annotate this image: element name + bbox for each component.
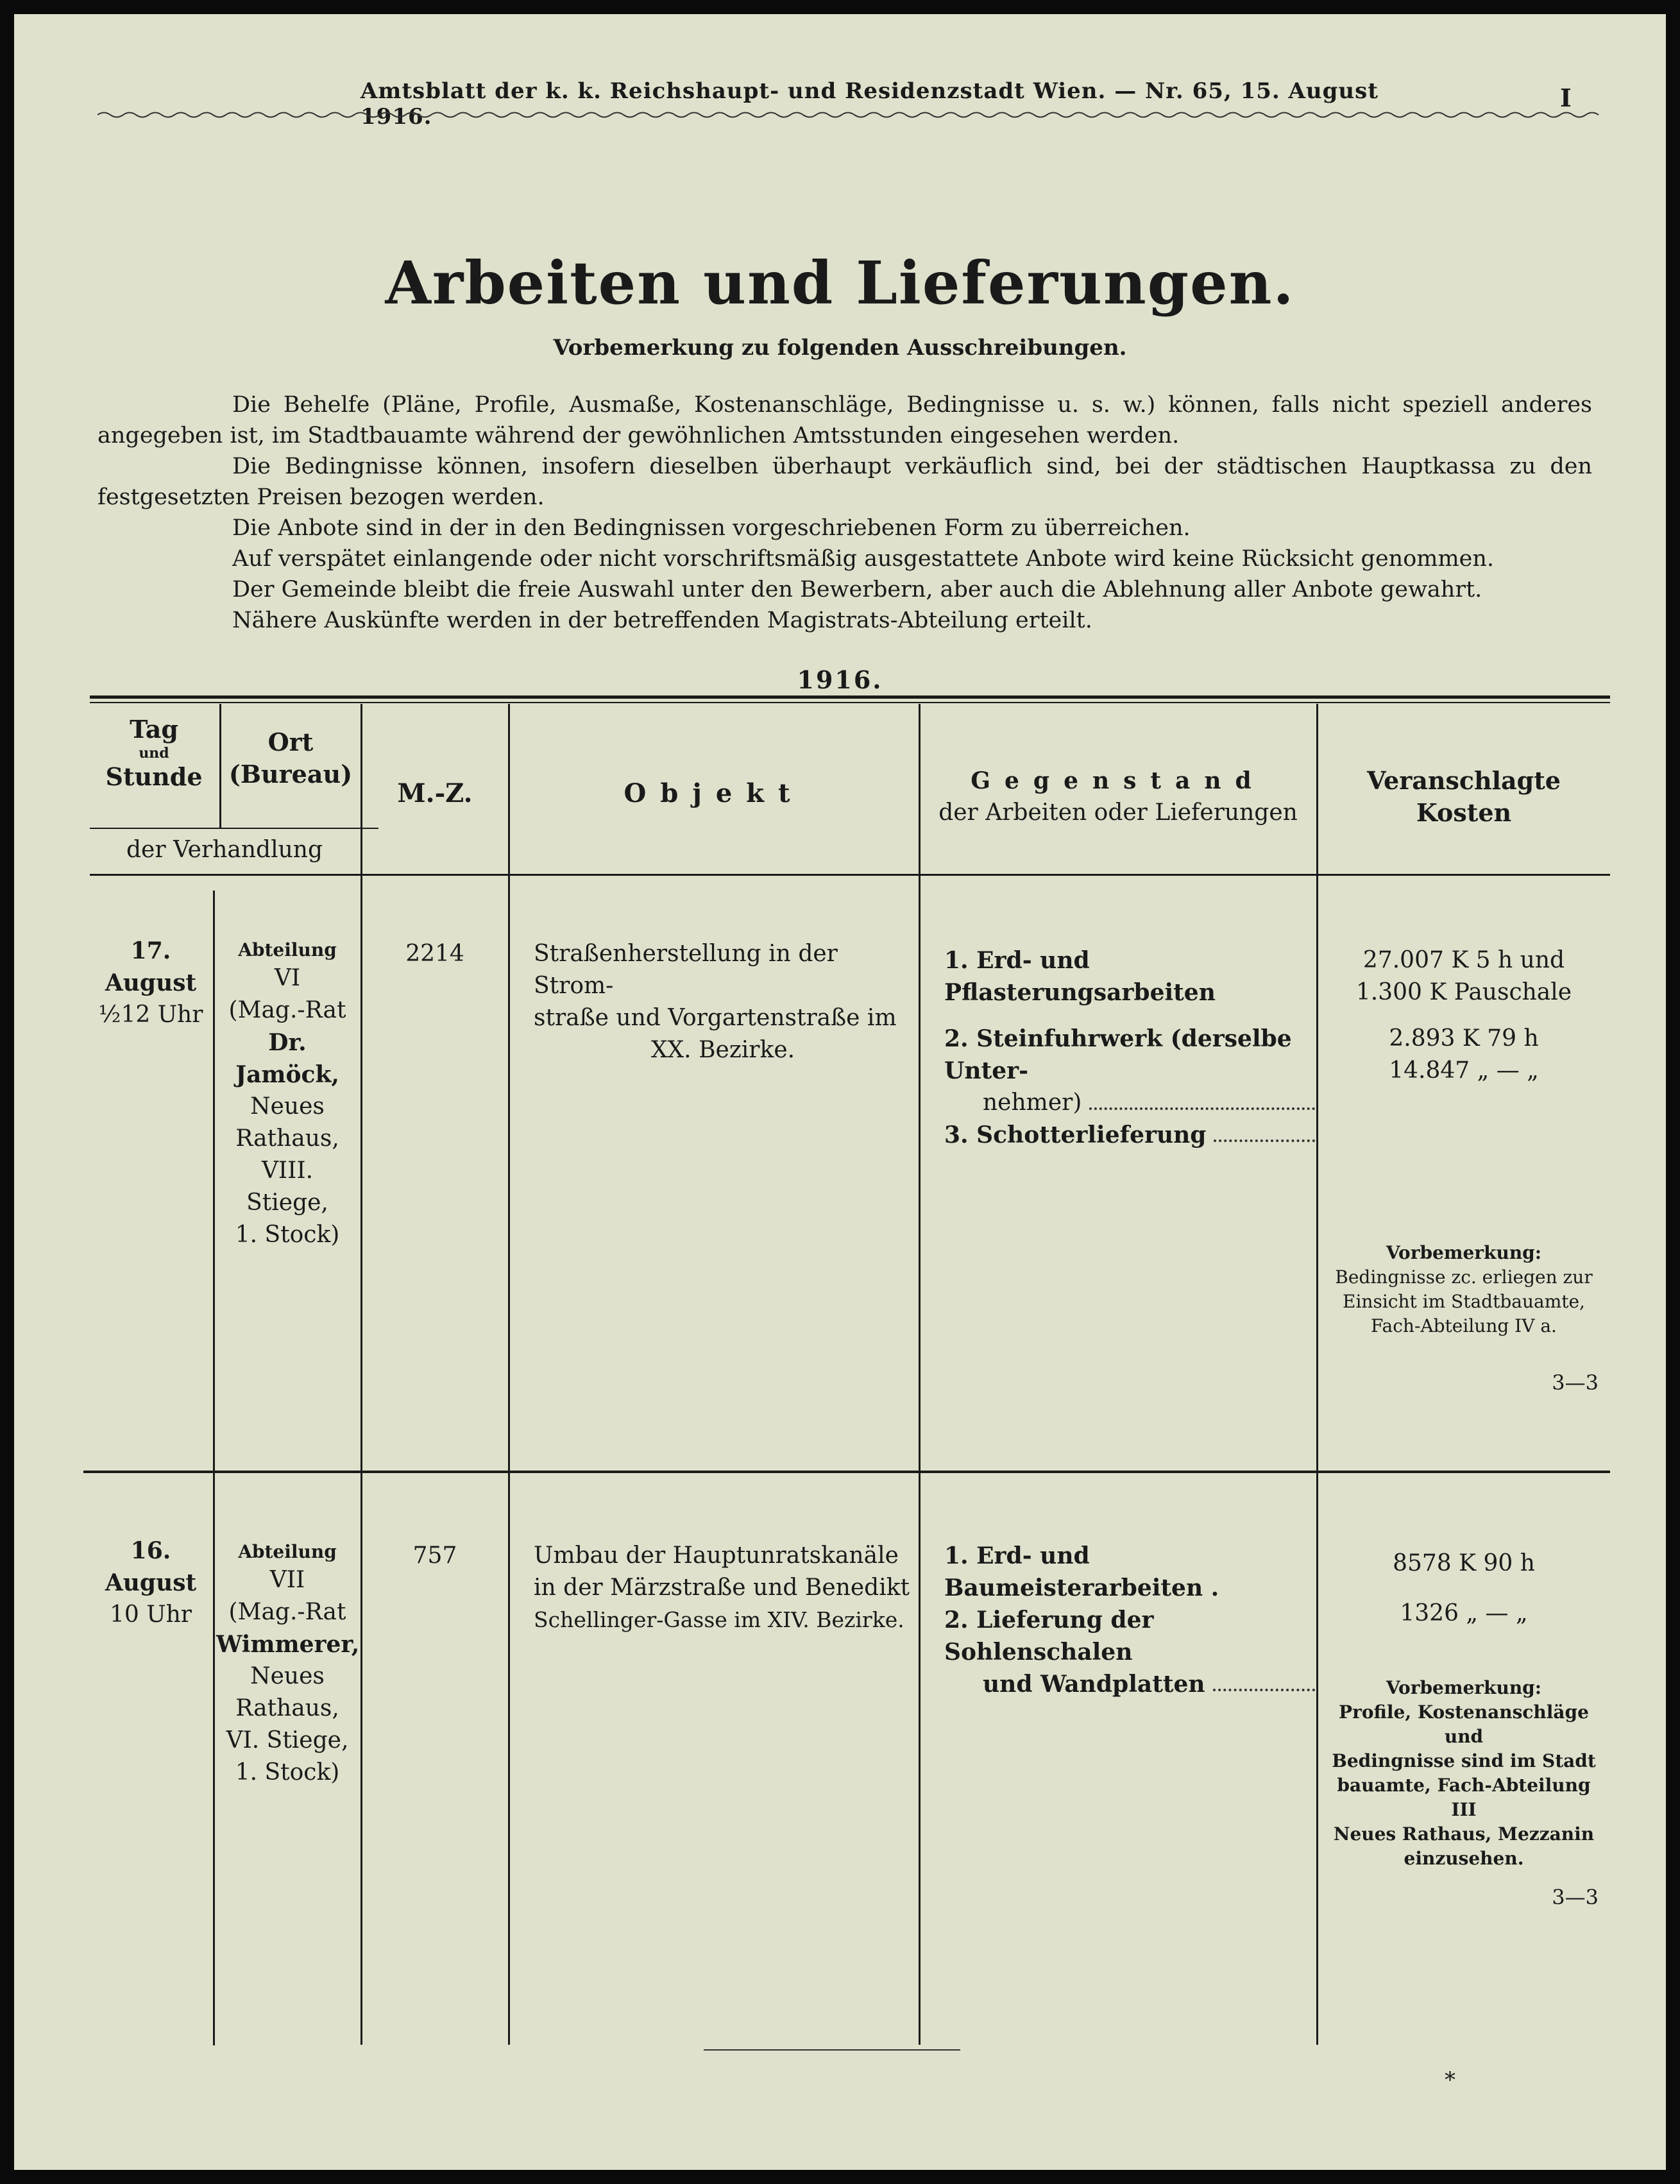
header-kosten-line: Veranschlagte: [1367, 766, 1561, 795]
ort-line: VIII.: [261, 1157, 314, 1184]
ort-line: VI: [274, 965, 301, 991]
date-text: 16. August: [105, 1537, 197, 1596]
item-line: 1. Erd- und Baumeisterarbeiten .: [944, 1542, 1219, 1601]
ort-line: Abteilung: [238, 939, 337, 960]
preface-paragraph: Der Gemeinde bleibt die freie Auswahl unter den Bewerbern, aber auch die Ablehnung aller Anbote gewahrt.: [232, 577, 1482, 602]
note-line: Bedingnisse zc. erliegen zur: [1335, 1267, 1593, 1288]
ort-line: Wimmerer,: [216, 1631, 360, 1658]
preface-paragraph: Auf verspätet einlangende oder nicht vorschriftsmäßig ausgestattete Anbote wird keine Rücksicht genommen.: [232, 546, 1495, 572]
header-ort-line: (Bureau): [228, 760, 353, 789]
footer-rule: [704, 2049, 960, 2051]
col-divider: [361, 704, 362, 2045]
running-header: Amtsblatt der k. k. Reichshaupt- und Residenzstadt Wien. — Nr. 65, 15. August 1916.: [361, 78, 1379, 130]
ort-line: VII: [269, 1567, 305, 1593]
header-verhandlung: der Verhandlung: [126, 837, 323, 863]
header-ort: [223, 726, 359, 790]
ort-line: Dr. Jamöck,: [235, 1029, 339, 1088]
cost-line: 8578 K 90 h: [1393, 1550, 1535, 1576]
cost-line: 2.893 K 79 h: [1389, 1025, 1539, 1052]
note-line: Fach-Abteilung IV a.: [1371, 1315, 1557, 1336]
row-costs: [1323, 944, 1605, 1087]
ort-line: 1. Stock): [235, 1759, 340, 1786]
row-mz: 2214: [405, 941, 464, 967]
ort-line: 1. Stock): [235, 1222, 340, 1248]
row-divider: [83, 1471, 1610, 1473]
ort-line: Abteilung: [238, 1541, 337, 1562]
preface-paragraph: Nähere Auskünfte werden in der betreffenden Magistrats-Abteilung erteilt.: [232, 608, 1092, 633]
cost-line: 1.300 K Pauschale: [1355, 979, 1572, 1005]
cost-line: 27.007 K 5 h und: [1362, 947, 1565, 973]
date-text: 17. August: [105, 937, 197, 996]
objekt-line: Umbau der Hauptunratskanäle: [534, 1542, 899, 1569]
objekt-line: Schellinger-Gasse im XIV. Bezirke.: [534, 1607, 904, 1632]
preface-paragraph: Die Anbote sind in der in den Bedingnissen vorgeschriebenen Form zu überreichen.: [232, 515, 1191, 541]
page-number: I: [1560, 83, 1572, 112]
table-top-rule: [90, 695, 1610, 699]
ort-line: Stiege,: [246, 1190, 328, 1216]
ort-line: (Mag.-Rat: [228, 1599, 346, 1625]
asterisk-mark: *: [1445, 2067, 1455, 2093]
col-divider: [213, 891, 215, 2045]
row-note: [1323, 1241, 1605, 1338]
row-ref: 3—3: [1552, 1370, 1599, 1395]
objekt-line: XX. Bezirke.: [650, 1037, 795, 1063]
row-ref: 3—3: [1552, 1885, 1599, 1909]
item-line: und Wandplatten: [944, 1668, 1323, 1700]
item-line: 3. Schotterlieferung: [944, 1119, 1323, 1151]
row-date: [90, 1535, 212, 1631]
header-mz: M.-Z.: [397, 778, 473, 808]
note-line: Profile, Kostenanschläge und: [1339, 1702, 1589, 1747]
row-items: [944, 1540, 1323, 1700]
objekt-line: in der Märzstraße und Benedikt: [534, 1574, 910, 1601]
header-sub-rule: [90, 828, 378, 829]
newspaper-page: [14, 14, 1666, 2170]
row-mz: 757: [412, 1542, 457, 1569]
objekt-line: straße und Vorgartenstraße im: [534, 1005, 897, 1031]
cost-line: 1326 „ — „: [1400, 1600, 1528, 1626]
note-line: einzusehen.: [1404, 1848, 1524, 1869]
year-label: 1916.: [797, 665, 883, 694]
item-line: 1. Erd- und Pflasterungsarbeiten: [944, 947, 1216, 1006]
ort-line: Rathaus,: [235, 1695, 339, 1721]
preface-paragraph: Die Behelfe (Pläne, Profile, Ausmaße, Kostenanschläge, Bedingnisse u. s. w.) können, falls nicht speziell anderes angegeben ist, im Stadtbauamte während der gewöhnlichen Amtsstunden eingesehen werden.: [98, 392, 1592, 448]
item-line: 2. Steinfuhrwerk (derselbe Unter-: [944, 1025, 1292, 1084]
row-items: [944, 944, 1323, 1151]
header-tag-line: Stunde: [105, 762, 203, 791]
header-gegenstand-line: der Arbeiten oder Lieferungen: [938, 799, 1298, 826]
note-line: Einsicht im Stadtbauamte,: [1343, 1291, 1585, 1312]
col-divider: [1316, 704, 1318, 2045]
header-tag-line: Tag: [130, 715, 178, 744]
ort-line: Neues: [250, 1663, 325, 1689]
preface-paragraph: Die Bedingnisse können, insofern dieselben überhaupt verkäuflich sind, bei der städtischen Hauptkassa zu den festgesetzten Preisen bezogen werden.: [98, 454, 1592, 510]
col-divider: [219, 704, 221, 829]
col-divider: [508, 704, 510, 2045]
col-divider: [919, 704, 921, 2045]
objekt-line: Straßenherstellung in der Strom-: [534, 941, 838, 999]
note-line: Bedingnisse sind im Stadt: [1332, 1750, 1596, 1771]
header-objekt: Objekt: [624, 778, 804, 808]
row-ort: [216, 1540, 359, 1789]
header-tag-line: und: [139, 745, 169, 762]
row-note: [1323, 1676, 1605, 1871]
header-rule: [98, 110, 1605, 119]
ort-line: Rathaus,: [235, 1125, 339, 1152]
header-ort-line: Ort: [267, 728, 314, 756]
ort-line: VI. Stiege,: [226, 1727, 349, 1753]
row-date: [90, 935, 212, 1031]
item-line: 2. Lieferung der Sohlenschalen: [944, 1607, 1154, 1666]
preface-text: [98, 389, 1592, 636]
note-line: bauamte, Fach-Abteilung III: [1337, 1775, 1591, 1820]
time-text: ½12 Uhr: [98, 1002, 203, 1028]
item-line: nehmer): [944, 1087, 1323, 1119]
ort-line: Neues: [250, 1093, 325, 1120]
page-title: Arbeiten und Lieferungen.: [385, 248, 1295, 318]
note-title: Vorbemerkung:: [1386, 1242, 1542, 1263]
row-objekt: [534, 1540, 912, 1636]
row-costs: [1323, 1548, 1605, 1630]
header-gegenstand: [922, 765, 1314, 829]
row-objekt: [534, 938, 912, 1066]
note-title: Vorbemerkung:: [1386, 1677, 1542, 1698]
header-gegenstand-line: Gegenstand: [971, 767, 1266, 794]
header-kosten-line: Kosten: [1416, 798, 1512, 827]
time-text: 10 Uhr: [110, 1601, 192, 1628]
header-kosten: [1319, 765, 1608, 829]
note-line: Neues Rathaus, Mezzanin: [1333, 1823, 1595, 1845]
header-bottom-rule: [90, 874, 1610, 876]
preface-heading: Vorbemerkung zu folgenden Ausschreibungen.: [553, 335, 1127, 361]
table-top-rule-thin: [90, 702, 1610, 703]
ort-line: (Mag.-Rat: [228, 997, 346, 1023]
row-ort: [216, 938, 359, 1251]
header-tag: [90, 713, 218, 793]
cost-line: 14.847 „ — „: [1389, 1057, 1539, 1084]
